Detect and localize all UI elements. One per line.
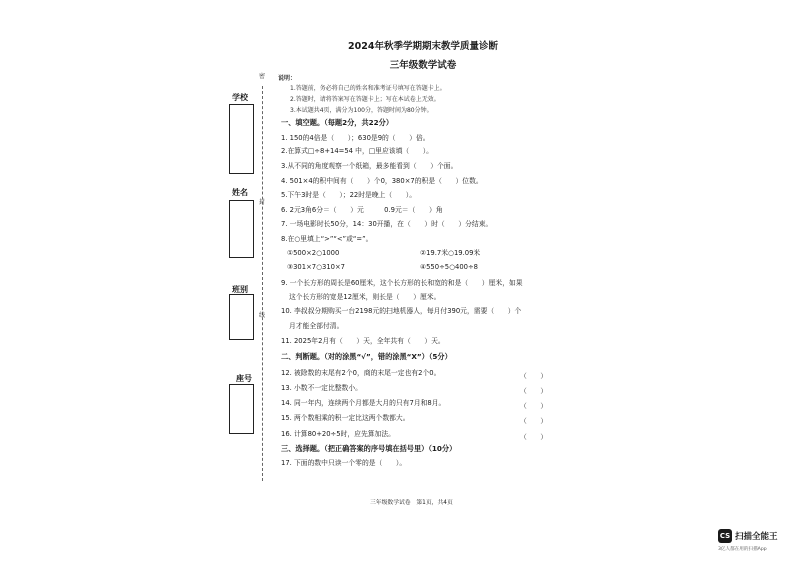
question-8-c: ③301×7○310×7: [287, 263, 346, 271]
question-7: 7. 一场电影时长50分，14：30开播，在（ ）时（ ）分结束。: [281, 220, 493, 228]
answer-paren-12[interactable]: （ ）: [520, 372, 548, 380]
school-label: 学校: [232, 93, 248, 102]
seat-field[interactable]: [229, 384, 254, 434]
question-10-line-1: 10. 李叔叔分期购买一台2198元的扫地机器人，每月付390元，需要（ ）个: [281, 307, 522, 315]
class-field[interactable]: [229, 294, 254, 340]
answer-paren-15[interactable]: （ ）: [520, 417, 548, 425]
binding-line: [262, 86, 263, 481]
question-10-line-2: 月才能全部付清。: [289, 322, 344, 330]
name-field[interactable]: [229, 200, 254, 258]
question-4: 4. 501×4的积中间有（ ）个0，380×7的积是（ ）位数。: [281, 177, 483, 185]
note-3: 3.本试题共4页，满分为100分，答题时间为80分钟。: [290, 107, 433, 114]
seat-label: 座号: [236, 374, 252, 383]
exam-title: 2024年秋季学期期末教学质量诊断: [348, 41, 498, 52]
exam-subtitle: 三年级数学试卷: [389, 60, 457, 71]
page-footer: 三年级数学试卷 第1页，共4页: [370, 500, 453, 506]
note-1: 1.答题前，务必将自己的姓名和准考证号填写在答题卡上。: [290, 85, 446, 92]
question-8-a: ①500×2○1000: [287, 249, 340, 257]
question-11: 11. 2025年2月有（ ）天，全年共有（ ）天。: [281, 337, 445, 345]
question-15: 15. 两个数相乘的积一定比这两个数都大。: [281, 414, 410, 422]
seal-mark-top: 密: [259, 73, 266, 80]
section-true-false: 二、判断题。（对的涂黑“√”，错的涂黑“X”）（5分）: [281, 352, 452, 361]
question-8: 8.在○里填上“>”“<”或“=”。: [281, 235, 373, 243]
question-5: 5.下午3时是（ ）；22时是晚上（ ）。: [281, 191, 417, 199]
answer-paren-13[interactable]: （ ）: [520, 387, 548, 395]
question-12: 12. 被除数的末尾有2个0，商的末尾一定也有2个0。: [281, 369, 441, 377]
question-14: 14. 同一年内，连续两个月都是大月的只有7月和8月。: [281, 399, 446, 407]
school-field[interactable]: [229, 104, 254, 174]
notes-label: 说明：: [278, 75, 297, 82]
scanner-logo-icon: CS: [718, 529, 732, 543]
scanner-app-name: 扫描全能王: [735, 532, 778, 542]
note-2: 2.答题时，请将答案写在答题卡上；写在本试卷上无效。: [290, 96, 440, 103]
name-label: 姓名: [232, 188, 248, 197]
question-1: 1. 150的4倍是（ ）；630是9的（ ）倍。: [281, 134, 430, 142]
question-2: 2.在算式□÷8+14=54 中，□里应该填（ ）。: [281, 147, 433, 155]
section-fill-blank: 一、填空题。（每题2分，共22分）: [281, 118, 394, 127]
seal-mark-mid: 封: [259, 199, 266, 206]
question-17: 17. 下面的数中只读一个零的是（ ）。: [281, 459, 407, 467]
answer-paren-16[interactable]: （ ）: [520, 433, 548, 441]
question-9-line-1: 9. 一个长方形的周长是60厘米，这个长方形的长和宽的和是（ ）厘米，如果: [281, 279, 523, 287]
question-3: 3.从不同的角度观察一个纸箱，最多能看到（ ）个面。: [281, 162, 458, 170]
question-16: 16. 计算80+20÷5时，应先算加法。: [281, 430, 395, 438]
answer-paren-14[interactable]: （ ）: [520, 402, 548, 410]
class-label: 班别: [232, 285, 248, 294]
seal-mark-low: 线: [259, 312, 266, 319]
question-6: 6. 2元3角6分＝（ ）元 0.9元＝（ ）角: [281, 206, 443, 214]
question-8-b: ②19.7米○19.09米: [420, 249, 481, 257]
scanner-tagline: 3亿人都在用的扫描App: [718, 547, 767, 552]
section-multiple-choice: 三、选择题。（把正确答案的序号填在括号里）（10分）: [281, 444, 457, 453]
question-8-d: ④550÷5○400÷8: [420, 263, 479, 271]
question-9-line-2: 这个长方形的宽是12厘米，则长是（ ）厘米。: [289, 293, 441, 301]
question-13: 13. 小数不一定比整数小。: [281, 384, 362, 392]
